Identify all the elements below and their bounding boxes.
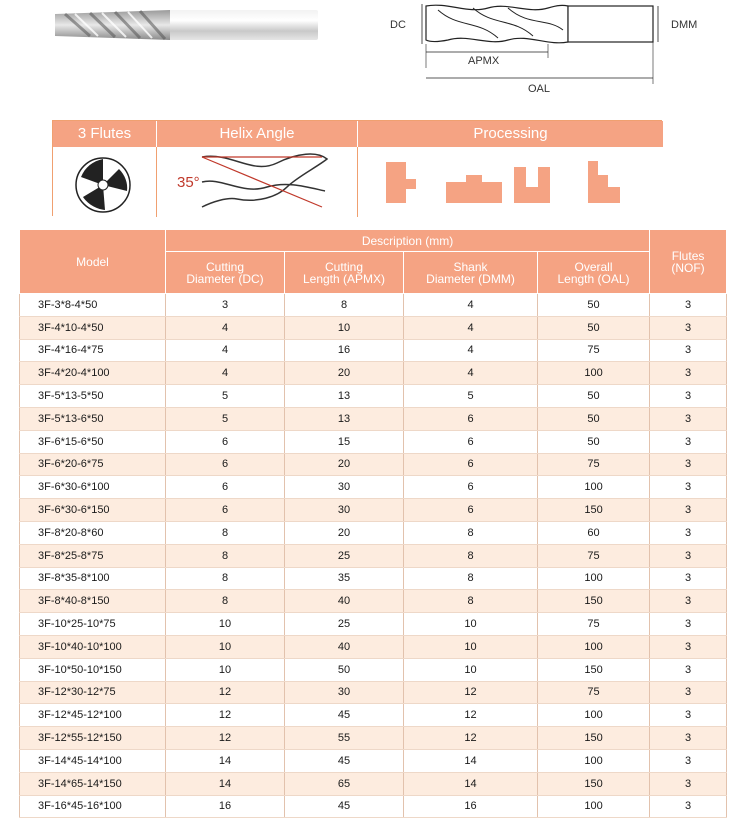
cell-flutes: 3 [650, 453, 727, 476]
cell-shank-diameter: 8 [404, 544, 538, 567]
cell-cutting-diameter: 4 [166, 316, 285, 339]
cell-model: 3F-14*65-14*150 [20, 772, 166, 795]
cell-model: 3F-5*13-6*50 [20, 407, 166, 430]
cell-cutting-length: 45 [285, 704, 404, 727]
cell-shank-diameter: 6 [404, 430, 538, 453]
cell-model: 3F-10*40-10*100 [20, 635, 166, 658]
cell-shank-diameter: 16 [404, 795, 538, 818]
cell-cutting-diameter: 10 [166, 658, 285, 681]
table-row [20, 772, 727, 795]
table-row [20, 544, 727, 567]
cell-cutting-length: 20 [285, 453, 404, 476]
cell-overall-length: 75 [538, 453, 650, 476]
cell-overall-length: 100 [538, 795, 650, 818]
cell-overall-length: 50 [538, 316, 650, 339]
cell-shank-diameter: 4 [404, 316, 538, 339]
cell-cutting-length: 35 [285, 567, 404, 590]
cell-cutting-length: 45 [285, 795, 404, 818]
cell-cutting-diameter: 12 [166, 704, 285, 727]
table-row [20, 521, 727, 544]
cell-shank-diameter: 6 [404, 407, 538, 430]
cell-cutting-diameter: 4 [166, 339, 285, 362]
helix-angle-value: 35° [177, 174, 200, 191]
table-row [20, 635, 727, 658]
cell-shank-diameter: 10 [404, 613, 538, 636]
cell-overall-length: 100 [538, 476, 650, 499]
side-milling-icon [386, 162, 416, 203]
cell-overall-length: 50 [538, 294, 650, 317]
cell-shank-diameter: 5 [404, 385, 538, 408]
cell-flutes: 3 [650, 316, 727, 339]
cell-model: 3F-4*20-4*100 [20, 362, 166, 385]
cell-cutting-diameter: 5 [166, 407, 285, 430]
cell-model: 3F-6*20-6*75 [20, 453, 166, 476]
col-cutting-length: Cutting Length (APMX) [285, 252, 404, 294]
table-row [20, 749, 727, 772]
cell-overall-length: 75 [538, 613, 650, 636]
description-header: Description (mm) [166, 230, 650, 252]
cell-overall-length: 150 [538, 772, 650, 795]
cell-overall-length: 75 [538, 339, 650, 362]
cell-flutes: 3 [650, 544, 727, 567]
cell-cutting-diameter: 5 [166, 385, 285, 408]
table-row [20, 294, 727, 317]
end-mill-photo [50, 0, 320, 50]
cell-shank-diameter: 14 [404, 749, 538, 772]
three-flute-cross-section-icon [53, 147, 157, 217]
cell-model: 3F-12*55-12*150 [20, 727, 166, 750]
cell-overall-length: 150 [538, 590, 650, 613]
cell-model: 3F-4*16-4*75 [20, 339, 166, 362]
cell-model: 3F-10*25-10*75 [20, 613, 166, 636]
cell-flutes: 3 [650, 430, 727, 453]
table-row [20, 453, 727, 476]
cell-shank-diameter: 14 [404, 772, 538, 795]
cell-model: 3F-12*30-12*75 [20, 681, 166, 704]
helix-title: Helix Angle [157, 121, 358, 147]
cell-model: 3F-8*20-8*60 [20, 521, 166, 544]
cell-flutes: 3 [650, 294, 727, 317]
cell-cutting-diameter: 12 [166, 681, 285, 704]
cell-shank-diameter: 12 [404, 704, 538, 727]
cell-cutting-length: 30 [285, 476, 404, 499]
cell-cutting-length: 10 [285, 316, 404, 339]
cell-overall-length: 150 [538, 727, 650, 750]
helix-panel [157, 147, 358, 217]
cell-flutes: 3 [650, 658, 727, 681]
processing-panel [358, 147, 663, 217]
cell-model: 3F-4*10-4*50 [20, 316, 166, 339]
cell-cutting-diameter: 8 [166, 590, 285, 613]
cell-flutes: 3 [650, 385, 727, 408]
cell-cutting-length: 40 [285, 635, 404, 658]
spec-table-body [20, 294, 727, 818]
flutes-panel [53, 147, 157, 217]
cell-flutes: 3 [650, 704, 727, 727]
cell-cutting-length: 50 [285, 658, 404, 681]
cell-shank-diameter: 6 [404, 476, 538, 499]
cell-cutting-diameter: 4 [166, 362, 285, 385]
feature-banner [52, 120, 662, 216]
cell-overall-length: 100 [538, 704, 650, 727]
cell-cutting-length: 30 [285, 681, 404, 704]
spec-table [19, 229, 727, 818]
table-row [20, 499, 727, 522]
table-row [20, 407, 727, 430]
cell-overall-length: 100 [538, 362, 650, 385]
table-row [20, 681, 727, 704]
cell-overall-length: 100 [538, 567, 650, 590]
cell-cutting-length: 30 [285, 499, 404, 522]
cell-cutting-diameter: 8 [166, 567, 285, 590]
profile-milling-icon [588, 161, 620, 203]
table-row [20, 316, 727, 339]
cell-flutes: 3 [650, 590, 727, 613]
cell-overall-length: 60 [538, 521, 650, 544]
oal-label: OAL [528, 83, 551, 95]
cell-cutting-diameter: 8 [166, 521, 285, 544]
cell-cutting-diameter: 14 [166, 749, 285, 772]
cell-shank-diameter: 6 [404, 453, 538, 476]
processing-shapes-icons [358, 147, 663, 217]
cell-flutes: 3 [650, 749, 727, 772]
cell-model: 3F-12*45-12*100 [20, 704, 166, 727]
table-row [20, 430, 727, 453]
cell-flutes: 3 [650, 635, 727, 658]
cell-flutes: 3 [650, 727, 727, 750]
table-row [20, 727, 727, 750]
dmm-label: DMM [671, 19, 698, 31]
cell-shank-diameter: 10 [404, 635, 538, 658]
cell-shank-diameter: 12 [404, 681, 538, 704]
cell-model: 3F-8*40-8*150 [20, 590, 166, 613]
cell-flutes: 3 [650, 772, 727, 795]
table-row [20, 476, 727, 499]
cell-overall-length: 150 [538, 499, 650, 522]
table-row [20, 795, 727, 818]
table-row [20, 658, 727, 681]
cell-shank-diameter: 10 [404, 658, 538, 681]
cell-flutes: 3 [650, 339, 727, 362]
col-overall-length: Overall Length (OAL) [538, 252, 650, 294]
cell-cutting-length: 13 [285, 385, 404, 408]
cell-cutting-diameter: 3 [166, 294, 285, 317]
cell-overall-length: 75 [538, 681, 650, 704]
col-cutting-diameter: Cutting Diameter (DC) [166, 252, 285, 294]
cell-cutting-length: 16 [285, 339, 404, 362]
cell-cutting-diameter: 10 [166, 635, 285, 658]
cell-model: 3F-6*30-6*100 [20, 476, 166, 499]
cell-cutting-length: 20 [285, 362, 404, 385]
cell-flutes: 3 [650, 499, 727, 522]
cell-overall-length: 50 [538, 385, 650, 408]
cell-model: 3F-8*25-8*75 [20, 544, 166, 567]
cell-cutting-length: 8 [285, 294, 404, 317]
cell-cutting-length: 15 [285, 430, 404, 453]
cell-flutes: 3 [650, 362, 727, 385]
cell-cutting-diameter: 8 [166, 544, 285, 567]
cell-model: 3F-16*45-16*100 [20, 795, 166, 818]
cell-cutting-length: 20 [285, 521, 404, 544]
helix-angle-icon [157, 147, 358, 217]
cell-flutes: 3 [650, 476, 727, 499]
cell-cutting-length: 45 [285, 749, 404, 772]
cell-cutting-diameter: 16 [166, 795, 285, 818]
cell-flutes: 3 [650, 567, 727, 590]
cell-flutes: 3 [650, 795, 727, 818]
table-row [20, 704, 727, 727]
flutes-header-line2: (NOF) [671, 260, 705, 275]
cell-cutting-diameter: 6 [166, 430, 285, 453]
slot-milling-icon [514, 167, 550, 203]
table-row [20, 567, 727, 590]
cell-overall-length: 50 [538, 407, 650, 430]
cell-model: 3F-8*35-8*100 [20, 567, 166, 590]
model-header: Model [20, 230, 166, 294]
cell-cutting-diameter: 10 [166, 613, 285, 636]
flutes-title: 3 Flutes [53, 121, 157, 147]
cell-shank-diameter: 12 [404, 727, 538, 750]
apmx-label: APMX [468, 55, 500, 67]
cell-flutes: 3 [650, 681, 727, 704]
table-row [20, 590, 727, 613]
cell-shank-diameter: 8 [404, 567, 538, 590]
cell-cutting-length: 13 [285, 407, 404, 430]
cell-model: 3F-14*45-14*100 [20, 749, 166, 772]
cell-cutting-diameter: 12 [166, 727, 285, 750]
cell-overall-length: 50 [538, 430, 650, 453]
cell-cutting-length: 55 [285, 727, 404, 750]
cell-overall-length: 150 [538, 658, 650, 681]
cell-cutting-diameter: 14 [166, 772, 285, 795]
table-row [20, 362, 727, 385]
dimension-drawing [378, 0, 708, 96]
flutes-header-line1: Flutes [671, 248, 705, 263]
cell-cutting-diameter: 6 [166, 499, 285, 522]
cell-model: 3F-6*30-6*150 [20, 499, 166, 522]
cell-shank-diameter: 6 [404, 499, 538, 522]
cell-model: 3F-6*15-6*50 [20, 430, 166, 453]
cell-overall-length: 100 [538, 635, 650, 658]
cell-model: 3F-3*8-4*50 [20, 294, 166, 317]
col-shank-diameter: Shank Diameter (DMM) [404, 252, 538, 294]
cell-cutting-diameter: 6 [166, 476, 285, 499]
cell-shank-diameter: 4 [404, 339, 538, 362]
cell-shank-diameter: 4 [404, 362, 538, 385]
table-row [20, 385, 727, 408]
step-milling-icon [446, 175, 502, 203]
cell-model: 3F-10*50-10*150 [20, 658, 166, 681]
cell-cutting-diameter: 6 [166, 453, 285, 476]
cell-cutting-length: 40 [285, 590, 404, 613]
cell-cutting-length: 65 [285, 772, 404, 795]
cell-cutting-length: 25 [285, 544, 404, 567]
cell-shank-diameter: 8 [404, 590, 538, 613]
flutes-header [650, 230, 727, 294]
dc-label: DC [390, 19, 406, 31]
table-row [20, 339, 727, 362]
table-row [20, 613, 727, 636]
cell-flutes: 3 [650, 613, 727, 636]
cell-model: 3F-5*13-5*50 [20, 385, 166, 408]
cell-overall-length: 75 [538, 544, 650, 567]
cell-flutes: 3 [650, 407, 727, 430]
cell-shank-diameter: 4 [404, 294, 538, 317]
cell-shank-diameter: 8 [404, 521, 538, 544]
processing-title: Processing [358, 121, 663, 147]
cell-flutes: 3 [650, 521, 727, 544]
cell-overall-length: 100 [538, 749, 650, 772]
cell-cutting-length: 25 [285, 613, 404, 636]
